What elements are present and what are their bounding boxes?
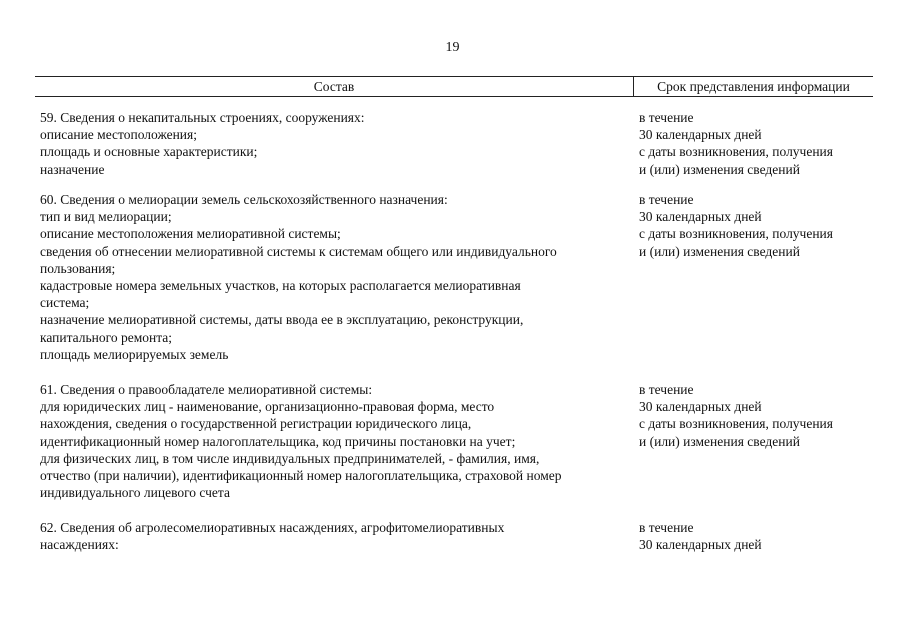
deadline-line: в течение bbox=[639, 382, 694, 397]
section-deadline bbox=[639, 519, 879, 553]
composition-line: площадь мелиорируемых земель bbox=[40, 346, 229, 362]
section-deadline bbox=[639, 191, 879, 260]
composition-line: описание местоположения мелиоративной системы; bbox=[40, 226, 341, 242]
deadline-line: с даты возникновения, получения bbox=[639, 226, 833, 242]
section-deadline bbox=[639, 381, 879, 450]
composition-line: 62. Сведения об агролесомелиоративных насаждениях, агрофитомелиоративных bbox=[40, 520, 505, 535]
composition-line: сведения об отнесении мелиоративной системы к системам общего или индивидуального bbox=[40, 243, 557, 259]
composition-line: капитального ремонта; bbox=[40, 329, 173, 345]
composition-line: 60. Сведения о мелиорации земель сельскохозяйственного назначения: bbox=[40, 192, 448, 207]
composition-line: система; bbox=[40, 295, 90, 311]
composition-line: площадь и основные характеристики; bbox=[40, 144, 258, 160]
composition-line: назначение мелиоративной системы, даты ввода ее в эксплуатацию, реконструкции, bbox=[40, 312, 524, 328]
table-header bbox=[35, 76, 873, 97]
composition-line: кадастровые номера земельных участков, на которых располагается мелиоративная bbox=[40, 278, 521, 294]
composition-line: идентификационный номер налогоплательщика, код причины постановки на учет; bbox=[40, 433, 516, 449]
section-composition bbox=[40, 519, 630, 553]
composition-line: 61. Сведения о правообладателе мелиоративной системы: bbox=[40, 382, 373, 397]
composition-line: 59. Сведения о некапитальных строениях, сооружениях: bbox=[40, 110, 365, 125]
deadline-line: 30 календарных дней bbox=[639, 209, 762, 225]
composition-line: описание местоположения; bbox=[40, 127, 197, 143]
section-composition bbox=[40, 381, 630, 501]
page-number: 19 bbox=[445, 40, 460, 55]
section-composition bbox=[40, 109, 630, 178]
composition-line: назначение bbox=[40, 161, 105, 177]
composition-line: отчество (при наличии), идентификационный номер налогоплательщика, страховой номер bbox=[40, 468, 562, 484]
composition-line: пользования; bbox=[40, 260, 116, 276]
composition-line: для физических лиц, в том числе индивидуальных предпринимателей, - фамилия, имя, bbox=[40, 450, 540, 466]
deadline-line: и (или) изменения сведений bbox=[639, 243, 800, 259]
deadline-line: 30 календарных дней bbox=[639, 127, 762, 143]
deadline-line: 30 календарных дней bbox=[639, 537, 762, 553]
composition-line: индивидуального лицевого счета bbox=[40, 485, 230, 501]
composition-line: для юридических лиц - наименование, организационно-правовая форма, место bbox=[40, 399, 495, 415]
deadline-line: с даты возникновения, получения bbox=[639, 144, 833, 160]
column-header-deadline: Срок представления информации bbox=[657, 79, 850, 94]
deadline-line: в течение bbox=[639, 110, 694, 125]
composition-line: нахождения, сведения о государственной регистрации юридического лица, bbox=[40, 416, 472, 432]
composition-line: насаждениях: bbox=[40, 537, 119, 553]
deadline-line: в течение bbox=[639, 192, 694, 207]
deadline-line: с даты возникновения, получения bbox=[639, 416, 833, 432]
composition-line: тип и вид мелиорации; bbox=[40, 209, 172, 225]
deadline-line: в течение bbox=[639, 520, 694, 535]
deadline-line: и (или) изменения сведений bbox=[639, 433, 800, 449]
column-header-composition: Состав bbox=[313, 79, 355, 94]
section-composition bbox=[40, 191, 630, 363]
deadline-line: 30 календарных дней bbox=[639, 399, 762, 415]
section-deadline bbox=[639, 109, 879, 178]
deadline-line: и (или) изменения сведений bbox=[639, 161, 800, 177]
